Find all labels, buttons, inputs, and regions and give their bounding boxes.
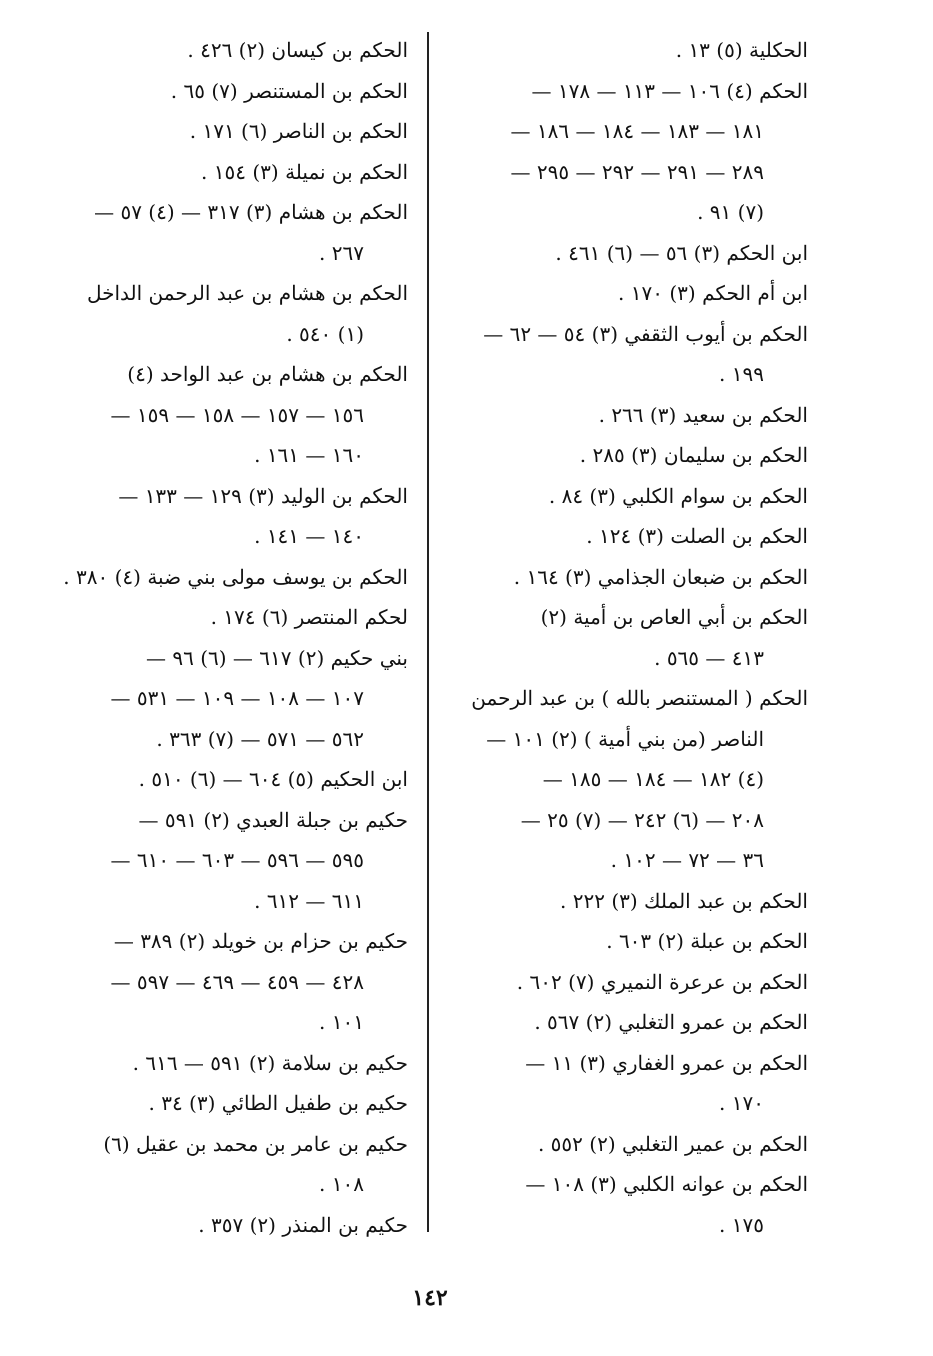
index-entry-continuation: ٤١٣ — ٥٦٥ . (654, 645, 764, 670)
index-entry: الحكم ( المستنصر بالله ) بن عبد الرحمن (471, 686, 808, 710)
index-entry-continuation: الناصر (من بني أمية ) (٢) ١٠١ — (486, 726, 764, 751)
index-entry-continuation: ١٠١ . (319, 1010, 364, 1034)
index-entry: الحكم بن الوليد (٣) ١٢٩ — ١٣٣ — (118, 483, 408, 508)
index-entry: الحكم بن سوام الكلبي (٣) ٨٤ . (548, 483, 808, 508)
index-entry: ابن أم الحكم (٣) ١٧٠ . (618, 281, 808, 305)
index-entry: الحكم بن أبي العاص بن أمية (٢) (540, 605, 808, 629)
index-entry: الحكم بن الصلت (٣) ١٢٤ . (586, 524, 808, 548)
index-entry: ابن الحكم (٣) ٥٦ — (٦) ٤٦١ . (555, 240, 808, 265)
index-entry: الحكم بن عوانه الكلبي (٣) ١٠٨ — (525, 1172, 808, 1196)
index-entry: الحكم بن عرعرة النميري (٧) ٦٠٢ . (516, 969, 808, 994)
index-entry-continuation: ١٠٧ — ١٠٨ — ١٠٩ — ٥٣١ — (110, 686, 364, 710)
index-entry: الحكم بن هشام بن عبد الرحمن الداخل (86, 281, 408, 305)
left-column (33, 30, 408, 1245)
right-column (448, 30, 808, 1245)
index-entry: الحكم بن عمير التغلبي (٢) ٥٥٢ . (537, 1131, 808, 1156)
index-entry: حكيم بن المنذر (٢) ٣٥٧ . (198, 1212, 408, 1237)
page-number: ١٤٢ (412, 1285, 448, 1311)
index-entry: الحكم بن هشام (٣) ٣١٧ — (٤) ٥٧ — (94, 200, 408, 224)
index-entry: ابن الحكيم (٥) ٦٠٤ — (٦) ٥١٠ . (138, 767, 408, 791)
index-entry: الحكم بن عمرو التغلبي (٢) ٥٦٧ . (534, 1010, 808, 1034)
index-entry: الحكم بن المستنصر (٧) ٦٥ . (170, 78, 408, 103)
index-entry: لحكم المنتصر (٦) ١٧٤ . (210, 605, 408, 629)
column-divider (427, 32, 429, 1232)
index-entry: حكيم بن جبلة العبدي (٢) ٥٩١ — (138, 807, 408, 832)
index-entry-continuation: ١٨١ — ١٨٣ — ١٨٤ — ١٨٦ — (510, 119, 764, 143)
index-entry-continuation: ٣٦ — ٧٢ — ١٠٢ . (610, 848, 764, 872)
index-entry: الحكم بن سليمان (٣) ٢٨٥ . (579, 443, 808, 467)
index-entry-continuation: (٤) ١٨٢ — ١٨٤ — ١٨٥ — (542, 767, 764, 791)
index-entry: الحكم (٤) ١٠٦ — ١١٣ — ١٧٨ — (531, 78, 808, 103)
index-entry: الحكم بن أيوب الثقفي (٣) ٥٤ — ٦٢ — (483, 321, 808, 346)
index-entry-continuation: ١٠٨ . (319, 1172, 364, 1196)
index-entry: الحكم بن ضبعان الجذامي (٣) ١٦٤ . (513, 564, 808, 589)
index-entry-continuation: ١٧٠ . (719, 1091, 764, 1115)
index-entry: حكيم بن حزام بن خويلد (٢) ٣٨٩ — (113, 929, 408, 953)
index-entry: حكيم بن سلامة (٢) ٥٩١ — ٦١٦ . (132, 1050, 408, 1075)
index-entry: الحكم بن عبلة (٢) ٦٠٣ . (606, 929, 808, 953)
index-entry: الحكم بن كيسان (٢) ٤٢٦ . (187, 38, 408, 62)
index-entry-continuation: ٢٠٨ — (٦) ٢٤٢ — (٧) ٢٥ — (520, 807, 764, 832)
index-entry-continuation: ٤٢٨ — ٤٥٩ — ٤٦٩ — ٥٩٧ — (110, 969, 364, 994)
index-entry-continuation: ٥٦٢ — ٥٧١ — (٧) ٣٦٣ . (156, 726, 364, 751)
index-entry: حكيم بن عامر بن محمد بن عقيل (٦) (103, 1131, 408, 1156)
index-entry: الحكم بن نميلة (٣) ١٥٤ . (201, 159, 408, 184)
index-entry: الحكم بن سعيد (٣) ٢٦٦ . (598, 402, 808, 427)
index-entry-continuation: ١٩٩ . (719, 362, 764, 386)
index-entry: الحكم بن هشام بن عبد الواحد (٤) (127, 362, 408, 386)
index-entry-continuation: ١٧٥ . (719, 1212, 764, 1237)
index-entry-continuation: (١) ٥٤٠ . (286, 321, 364, 346)
index-entry: الحكم بن يوسف مولى بني ضبة (٤) ٣٨٠ . (63, 564, 408, 589)
index-entry: الحكلية (٥) ١٣ . (675, 38, 808, 62)
index-entry: الحكم بن الناصر (٦) ١٧١ . (189, 119, 408, 143)
index-entry-continuation: ١٥٦ — ١٥٧ — ١٥٨ — ١٥٩ — (110, 402, 364, 427)
index-entry-continuation: ٥٩٥ — ٥٩٦ — ٦٠٣ — ٦١٠ — (110, 848, 364, 872)
index-entry: الحكم بن عبد الملك (٣) ٢٢٢ . (560, 888, 808, 913)
index-entry-continuation: (٧) ٩١ . (697, 200, 764, 224)
index-entry-continuation: ٢٨٩ — ٢٩١ — ٢٩٢ — ٢٩٥ — (510, 159, 764, 184)
index-entry: الحكم بن عمرو الغفاري (٣) ١١ — (525, 1050, 808, 1075)
index-entry-continuation: ١٦٠ — ١٦١ . (254, 443, 364, 467)
index-entry-continuation: ١٤٠ — ١٤١ . (254, 524, 364, 548)
index-entry: حكيم بن طفيل الطائي (٣) ٣٤ . (148, 1091, 408, 1115)
index-entry-continuation: ٢٦٧ . (319, 240, 364, 265)
index-entry: بني حكيم (٢) ٦١٧ — (٦) ٩٦ — (146, 645, 408, 670)
index-entry-continuation: ٦١١ — ٦١٢ . (254, 888, 364, 913)
